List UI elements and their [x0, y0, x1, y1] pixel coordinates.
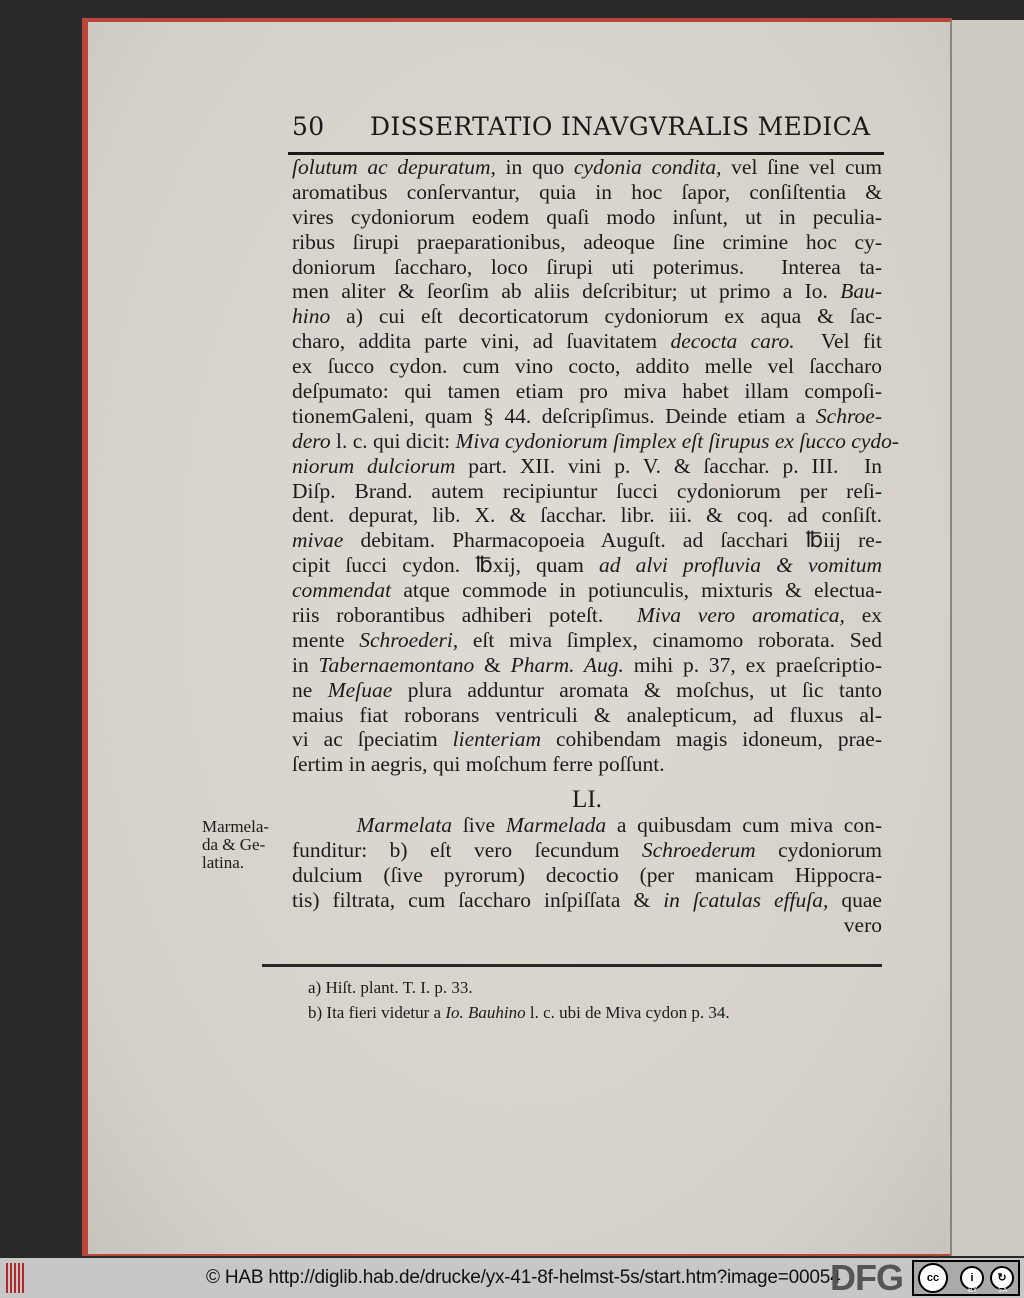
dfg-logo[interactable]: DFG [830, 1257, 903, 1298]
text-segment: & [474, 652, 511, 677]
sa-label: SA [998, 1287, 1008, 1294]
text-segment: plura adduntur aromata & moſchus, ut ſic tanto [392, 677, 882, 702]
text-line [292, 304, 882, 329]
italic-text: mivae [292, 528, 344, 553]
text-line [292, 255, 882, 280]
marginal-line: Marmela- [202, 817, 270, 836]
text-line [292, 838, 882, 863]
text-segment: debitam. Pharmacopoeia Auguſt. ad ſacchari ℔iij re- [343, 528, 882, 553]
text-segment: vires cydoniorum eodem quaſi modo inſunt, ut in peculia- [292, 204, 882, 229]
text-segment: l. c. ubi de Miva cydon p. 34. [525, 1003, 730, 1022]
italic-text: decocta caro. [670, 329, 795, 354]
running-title: DISSERTATIO INAVGVRALIS MEDICA [370, 112, 871, 141]
footer-bar [0, 1258, 1024, 1298]
text-line [292, 752, 882, 777]
text-line [292, 479, 882, 504]
text-segment [292, 813, 357, 837]
text-segment: a) cui eſt decorticatorum cydoniorum ex aqua & ſac- [330, 304, 882, 329]
hab-logo-icon[interactable] [6, 1263, 26, 1293]
text-segment: ribus ſirupi praeparationibus, adeoque ſine crimine hoc cy- [292, 229, 882, 254]
text-segment: funditur: b) eſt vero ſecundum [292, 837, 642, 862]
footnotes [308, 975, 730, 1025]
text-segment: a) Hiſt. plant. T. I. p. 33. [308, 978, 473, 997]
italic-text: Pharm. Aug. [510, 652, 624, 677]
text-line [292, 329, 882, 354]
italic-text: Schroederi, [359, 627, 459, 652]
text-segment: vel ſine vel cum [721, 155, 882, 179]
italic-text: niorum dulciorum [292, 453, 456, 478]
text-line [292, 703, 882, 728]
text-line [292, 913, 882, 938]
italic-text: dero [292, 428, 331, 453]
text-segment: deſpumato: qui tamen etiam pro miva habet illam compoſi- [292, 379, 882, 404]
text-segment: maius fiat roborans ventriculi & analepticum, ad fluxus al- [292, 702, 882, 727]
text-segment: mihi p. 37, ex praeſcriptio- [623, 652, 882, 677]
marginal-line: latina. [202, 853, 245, 872]
text-segment: cydoniorum [755, 837, 882, 862]
italic-text: Miva cydoniorum ſimplex eſt ſirupus ex ſucco cydo- [455, 428, 900, 453]
text-line [292, 863, 882, 888]
section-number: LI. [572, 786, 602, 813]
text-line [292, 528, 882, 553]
cc-license-badge[interactable] [912, 1260, 1020, 1296]
text-line [292, 628, 882, 653]
italic-text: Meſuae [327, 677, 393, 702]
text-segment: in quo [495, 155, 574, 179]
text-segment: tis) filtrata, cum ſaccharo inſpiſſata & [292, 887, 664, 912]
text-segment: ex ſucco cydon. cum vino cocto, addito melle vel ſaccharo [292, 354, 882, 379]
text-line [292, 404, 882, 429]
text-line [292, 428, 900, 454]
text-segment: atque commode in potiunculis, mixturis & electua- [391, 578, 882, 603]
text-line [292, 180, 882, 205]
text-line [292, 678, 882, 703]
text-segment: ſive [452, 813, 506, 837]
text-segment: Diſp. Brand. autem recipiuntur ſucci cydoniorum per reſi- [292, 478, 882, 503]
text-segment: dulcium (ſive pyrorum) decoctio (per manicam Hippocra- [292, 862, 882, 887]
text-line [292, 888, 882, 913]
italic-text: Schroederum [641, 837, 756, 862]
text-line [292, 727, 882, 752]
text-segment: ſertim in aegris, qui moſchum ferre poſſunt. [292, 752, 665, 777]
page-number: 50 [292, 112, 325, 141]
text-segment: vero [843, 912, 882, 937]
text-segment: vi ac ſpeciatim [292, 727, 453, 752]
text-line [292, 205, 882, 230]
italic-text: Bau- [840, 279, 882, 304]
italic-text: ſolutum ac depuratum, [292, 155, 496, 179]
footnote-rule [262, 964, 882, 967]
text-line [292, 603, 882, 628]
italic-text: Marmelata [356, 813, 453, 837]
copyright-link[interactable]: © HAB http://diglib.hab.de/drucke/yx-41-8f-helmst-5s/start.htm?image=00054 [206, 1267, 841, 1288]
text-line [292, 230, 882, 255]
text-segment: quae [828, 887, 882, 912]
text-segment: l. c. qui dicit: [330, 428, 456, 453]
text-line [292, 379, 882, 404]
marginal-line: da & Ge- [202, 835, 266, 854]
italic-text: lienteriam [452, 727, 542, 752]
text-segment: doniorum ſaccharo, loco ſirupi uti poterimus. Interea ta- [292, 254, 882, 279]
italic-text: commendat [292, 578, 392, 603]
text-segment: ex [844, 603, 883, 628]
main-text [292, 155, 900, 777]
text-line [292, 279, 882, 304]
section-text [292, 813, 882, 937]
running-head [292, 112, 882, 141]
text-segment: men aliter & ſeorſim ab aliis deſcribitur; ut primo a Io. [292, 279, 841, 304]
italic-text: ad alvi profluvia & vomitum [598, 553, 882, 578]
text-line [292, 354, 882, 379]
text-segment: riis roborantibus adhiberi poteſt. [292, 603, 637, 628]
cc-icon: cc [918, 1263, 948, 1293]
text-segment: tionemGaleni, quam § 44. deſcripſimus. Deinde etiam a [292, 403, 816, 428]
footnote [308, 975, 730, 1000]
footnote [308, 1000, 730, 1025]
text-segment: Vel fit [794, 329, 882, 354]
italic-text: Marmelada [505, 813, 607, 837]
italic-text: cydonia condita, [573, 155, 722, 179]
by-label: BY [968, 1287, 978, 1294]
text-segment: eſt miva ſimplex, cinamomo roborata. Sed [458, 627, 882, 652]
text-segment: a quibusdam cum miva con- [606, 813, 883, 837]
italic-text: Miva vero aromatica, [636, 603, 845, 628]
adjacent-page-edge [950, 20, 1024, 1256]
italic-text: Schroe- [815, 403, 882, 428]
italic-text: Io. Bauhino [445, 1003, 526, 1022]
marginal-note [202, 818, 269, 872]
italic-text: Tabernaemontano [318, 652, 475, 677]
sa-share-alike-icon: ↻ [990, 1266, 1014, 1290]
text-line [292, 553, 882, 578]
by-attribution-icon: i [960, 1266, 984, 1290]
text-segment: cipit ſucci cydon. ℔xij, quam [292, 553, 599, 578]
text-line [292, 578, 882, 603]
text-segment: aromatibus conſervantur, quia in hoc ſapor, conſiſtentia & [292, 179, 882, 204]
text-line [292, 813, 882, 838]
text-segment: cohibendam magis idoneum, prae- [541, 727, 882, 752]
text-line [292, 653, 882, 678]
italic-text: in ſcatulas effuſa, [663, 887, 829, 912]
text-segment: b) Ita fieri videtur a [308, 1003, 446, 1022]
text-segment: dent. depurat, lib. X. & ſacchar. libr. iii. & coq. ad conſiſt. [292, 503, 882, 528]
italic-text: hino [292, 304, 331, 329]
text-segment: part. XII. vini p. V. & ſacchar. p. III. In [455, 453, 882, 478]
text-line [292, 155, 882, 180]
text-line [292, 503, 882, 528]
text-segment: in [292, 652, 319, 677]
text-line [292, 454, 882, 479]
text-segment: charo, addita parte vini, ad ſuavitatem [292, 329, 671, 354]
text-segment: ne [292, 677, 328, 702]
text-segment: mente [292, 627, 360, 652]
